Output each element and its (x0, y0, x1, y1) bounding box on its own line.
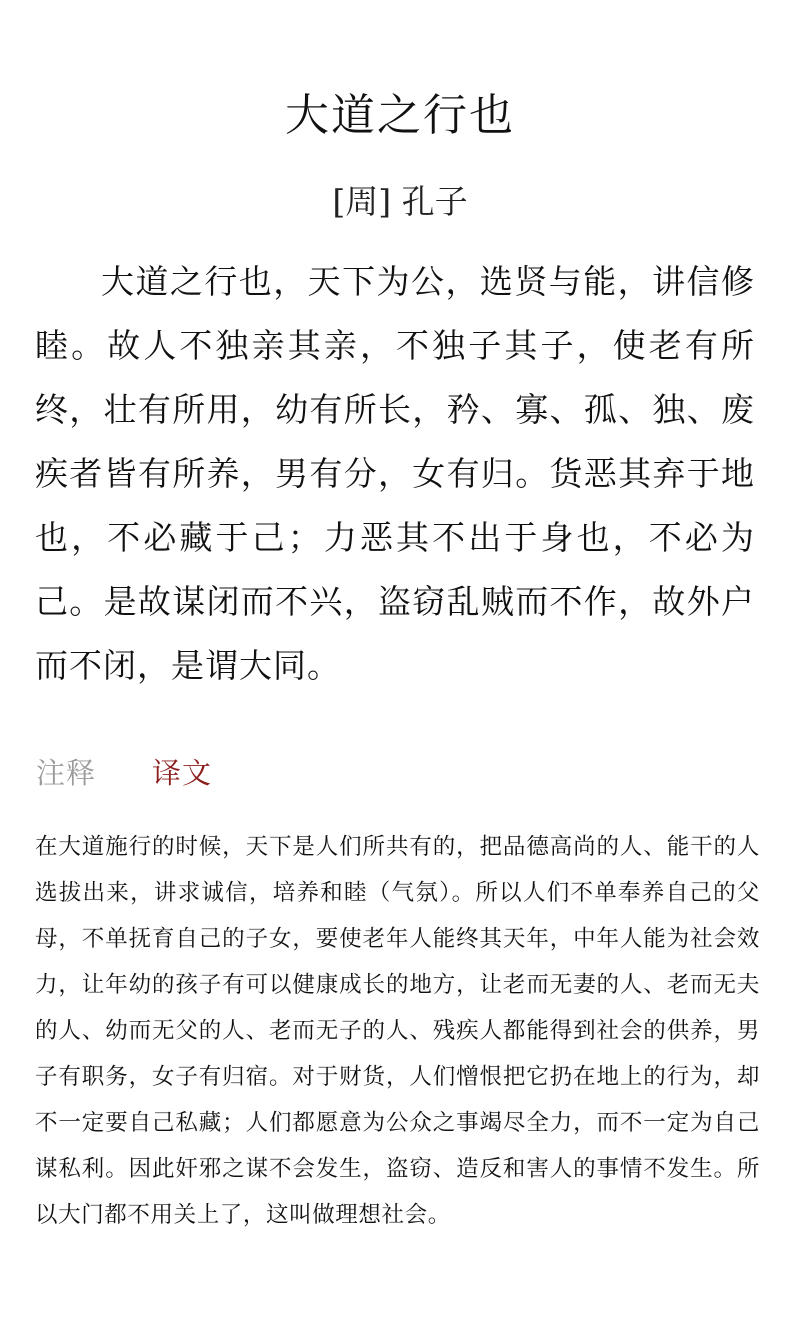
page-title: 大道之行也 (285, 90, 515, 141)
tab-translation[interactable]: 译文 (152, 756, 213, 790)
tab-annotation[interactable]: 注释 (36, 756, 97, 790)
tab-bar (36, 750, 212, 796)
author-line: [周] 孔子 (332, 182, 468, 221)
original-text: 大道之行也，天下为公，选贤与能，讲信修睦。故人不独亲其亲，不独子其子，使老有所终，壮有所用，幼有所长，矜、寡、孤、独、废疾者皆有所养，男有分，女有归。货恶其弃于地也，不必藏于己；力恶其不出于身也，不必为己。是故谋闭而不兴，盗窃乱贼而不作，故外户而不闭，是谓大同。 (35, 262, 755, 685)
translation-text: 在大道施行的时候，天下是人们所共有的，把品德高尚的人、能干的人选拔出来，讲求诚信，培养和睦（气氛）。所以人们不单奉养自己的父母，不单抚育自己的子女，要使老年人能终其天年，中年人能为社会效力，让年幼的孩子有可以健康成长的地方，让老而无妻的人、老而无夫的人、幼而无父的人、老而无子的人、残疾人都能得到社会的供养，男子有职务，女子有归宿。对于财货，人们憎恨把它扔在地上的行为，却不一定要自己私藏；人们都愿意为公众之事竭尽全力，而不一定为自己谋私利。因此奸邪之谋不会发生，盗窃、造反和害人的事情不发生。所以大门都不用关上了，这叫做理想社会。 (35, 834, 760, 1228)
